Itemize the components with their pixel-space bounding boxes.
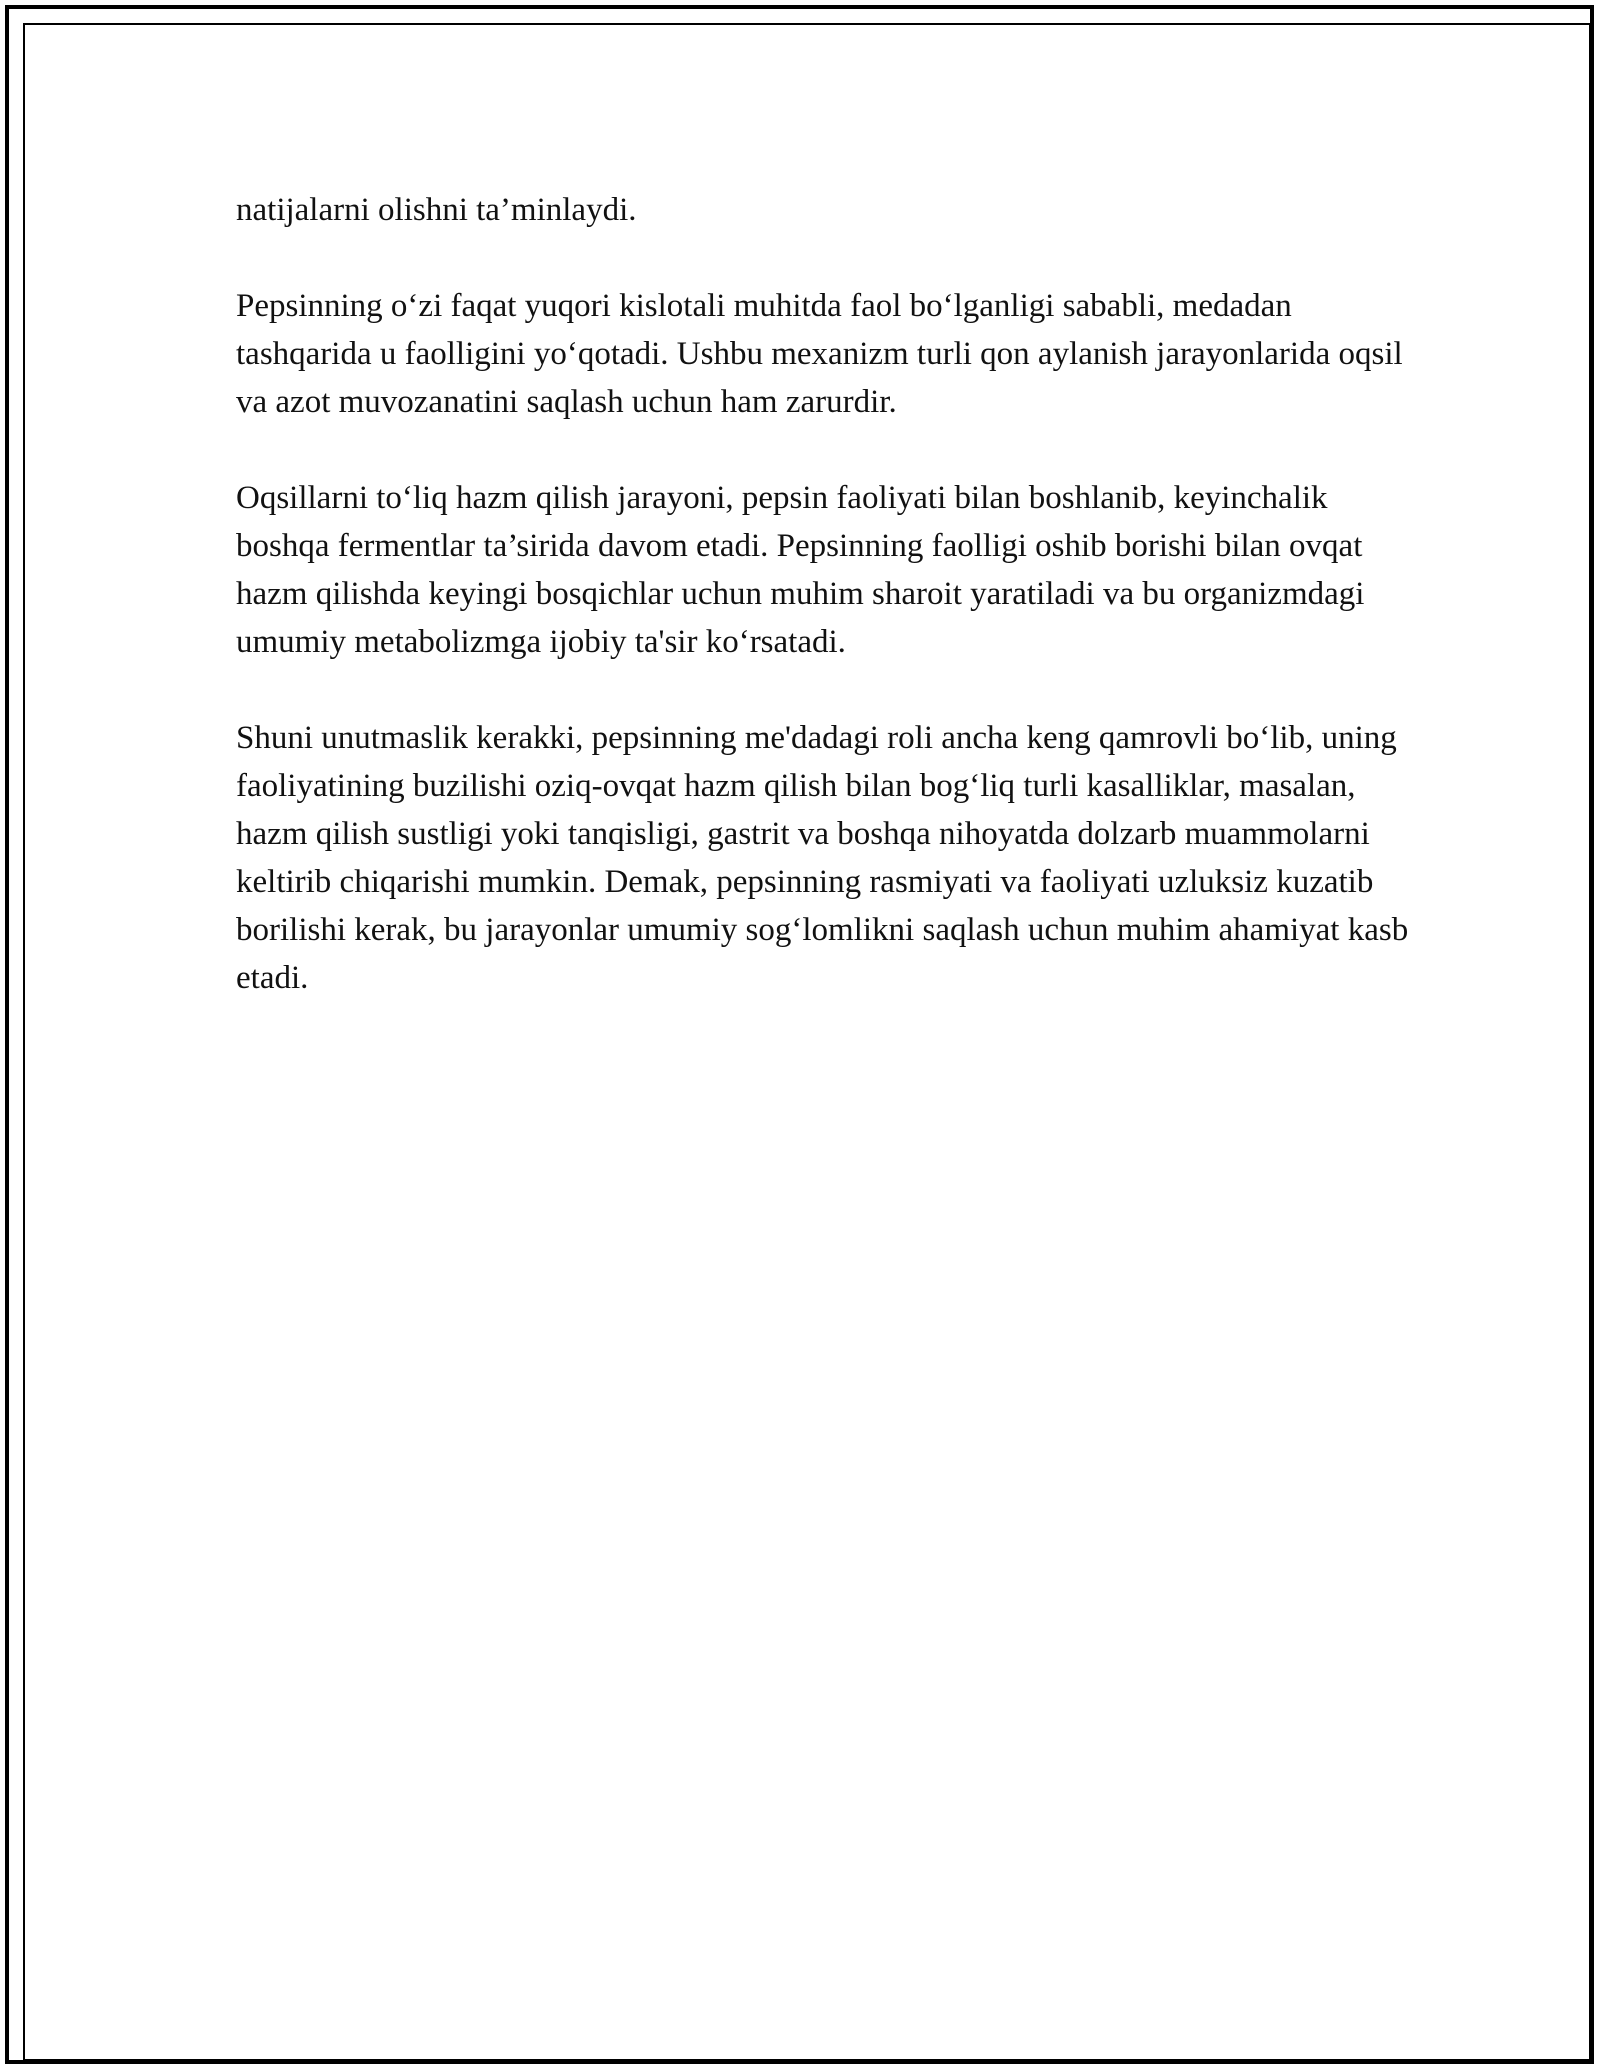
paragraph-3: Oqsillarni to‘liq hazm qilish jarayoni, pepsin faoliyati bilan boshlanib, keyinchalik boshqa fermentlar ta’sirida davom etadi. Pepsinning faolligi oshib borishi bilan ovqat hazm qilishda keyingi bosqichlar uchun muhim sharoit yaratiladi va bu organizmdagi umumiy metabolizmga ijobiy ta'sir ko‘rsatadi. (236, 480, 1365, 660)
paragraph-4: Shuni unutmaslik kerakki, pepsinning me'dadagi roli ancha keng qamrovli bo‘lib, uning faoliyatining buzilishi oziq-ovqat hazm qilish bilan bog‘liq turli kasalliklar, masalan, hazm qilish sustligi yoki tanqisligi, gastrit va boshqa nihoyatda dolzarb muammolarni keltirib chiqarishi mumkin. Demak, pepsinning rasmiyati va faoliyati uzluksiz kuzatib borilishi kerak, bu jarayonlar umumiy sog‘lomlikni saqlash uchun muhim ahamiyat kasb etadi. (236, 720, 1409, 996)
document-body (236, 186, 1416, 1002)
paragraph-2: Pepsinning o‘zi faqat yuqori kislotali muhitda faol bo‘lganligi sababli, medadan tashqarida u faolligini yo‘qotadi. Ushbu mexanizm turli qon aylanish jarayonlarida oqsil va azot muvozanatini saqlash uchun ham zarurdir. (236, 288, 1403, 420)
paragraph-1: natijalarni olishni ta’minlaydi. (236, 192, 637, 228)
